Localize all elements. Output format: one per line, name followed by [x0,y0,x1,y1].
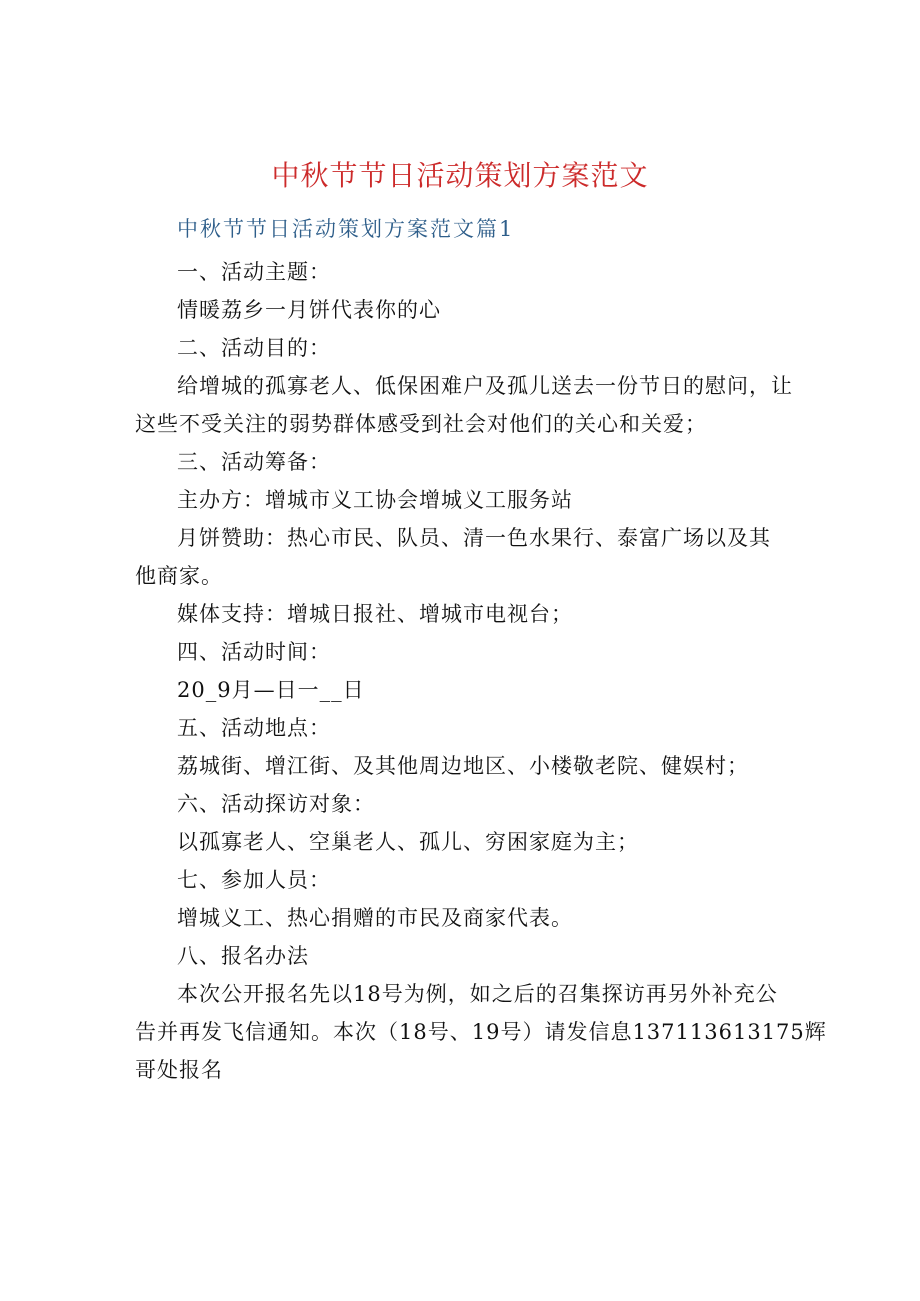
heading-activity-purpose: 二、活动目的： [177,336,331,360]
paragraph-activity-purpose-line2: 这些不受关注的弱势群体感受到社会对他们的关心和关爱； [135,412,707,436]
heading-registration: 八、报名办法 [177,944,309,968]
paragraph-activity-theme: 情暖荔乡一月饼代表你的心 [177,298,441,322]
heading-participants: 七、参加人员： [177,868,331,892]
document-title: 中秋节节日活动策划方案范文 [271,159,649,192]
document-body [135,253,827,1089]
paragraph-participants: 增城义工、热心捐赠的市民及商家代表。 [177,906,573,930]
heading-visit-targets: 六、活动探访对象： [177,792,375,816]
heading-activity-time: 四、活动时间： [177,640,331,664]
paragraph-media-support: 媒体支持：增城日报社、增城市电视台； [177,602,573,626]
paragraph-activity-location: 荔城街、增江街、及其他周边地区、小楼敬老院、健娱村； [177,754,749,778]
paragraph-visit-targets: 以孤寡老人、空巢老人、孤儿、穷困家庭为主； [177,830,639,854]
heading-activity-preparation: 三、活动筹备： [177,450,331,474]
paragraph-sponsor-line1: 月饼赞助：热心市民、队员、清一色水果行、泰富广场以及其 [177,526,771,550]
heading-activity-theme: 一、活动主题： [177,260,331,284]
paragraph-sponsor-line2: 他商家。 [135,564,223,588]
paragraph-activity-time: 20_9月—日一__日 [177,678,365,702]
paragraph-organizer: 主办方：增城市义工协会增城义工服务站 [177,488,573,512]
paragraph-activity-purpose-line1: 给增城的孤寡老人、低保困难户及孤儿送去一份节日的慰问，让 [177,374,793,398]
document-subtitle: 中秋节节日活动策划方案范文篇1 [177,217,515,241]
paragraph-registration-line2: 告并再发飞信通知。本次（18号、19号）请发信息137113613175辉 [135,1020,827,1044]
paragraph-registration-line3: 哥处报名 [135,1058,223,1082]
heading-activity-location: 五、活动地点： [177,716,331,740]
paragraph-registration-line1: 本次公开报名先以18号为例，如之后的召集探访再另外补充公 [177,982,778,1006]
